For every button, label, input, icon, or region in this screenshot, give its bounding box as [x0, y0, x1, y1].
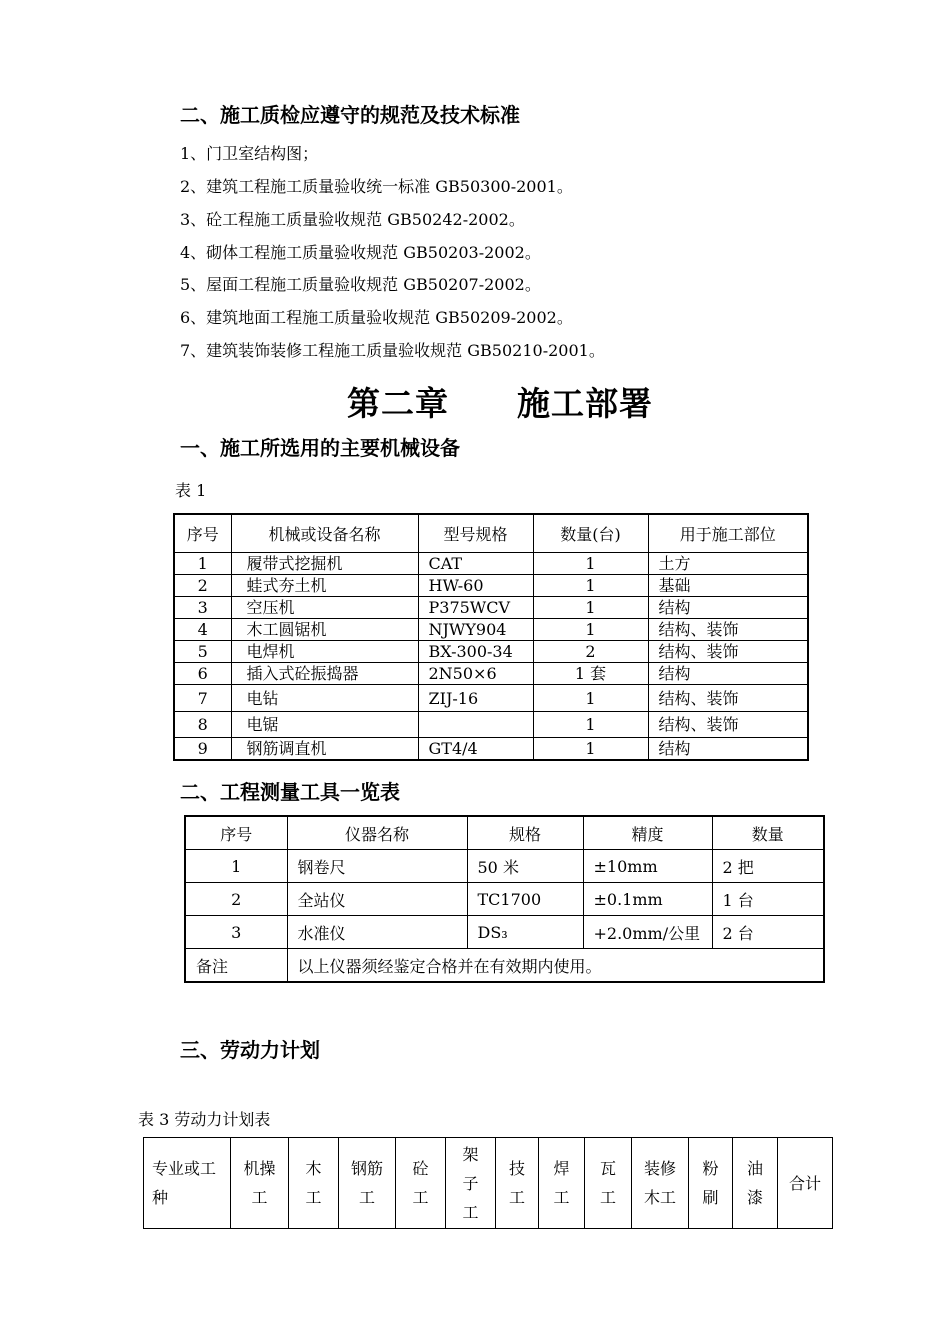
table-header-row [174, 514, 808, 553]
section-heading-survey: 二、工程测量工具一览表 [180, 780, 400, 804]
table-cell: HW-60 [418, 575, 533, 597]
header-cell-text: 焊工 [553, 1159, 570, 1207]
table-cell: 9 [174, 738, 231, 761]
table-cell: 1 [533, 597, 648, 619]
table-cell: 1 [185, 850, 287, 883]
table-cell: 2 [185, 883, 287, 916]
standards-item: 4、砌体工程施工质量验收规范 GB50203-2002。 [180, 243, 541, 262]
table-row [174, 619, 808, 641]
header-cell: 型号规格 [418, 514, 533, 553]
standards-item: 5、屋面工程施工质量验收规范 GB50207-2002。 [180, 275, 541, 294]
table-cell: 7 [174, 685, 231, 712]
header-cell [689, 1138, 733, 1229]
header-cell [632, 1138, 689, 1229]
table-cell: 1 台 [712, 883, 824, 916]
header-cell: 用于施工部位 [648, 514, 808, 553]
header-cell [231, 1138, 289, 1229]
header-cell [539, 1138, 585, 1229]
standards-item: 7、建筑装饰装修工程施工质量验收规范 GB50210-2001。 [180, 341, 605, 360]
header-cell-text: 专业或工种 [152, 1159, 217, 1207]
table-row [174, 738, 808, 761]
header-cell [733, 1138, 778, 1229]
table-cell: 结构 [648, 597, 808, 619]
table-row [174, 641, 808, 663]
table-cell: 3 [174, 597, 231, 619]
table-row [174, 685, 808, 712]
table-cell: GT4/4 [418, 738, 533, 761]
table-row [174, 597, 808, 619]
header-cell-text: 油漆 [746, 1159, 763, 1207]
table-label: 表 1 [175, 481, 207, 500]
table-cell: ZIJ-16 [418, 685, 533, 712]
table-cell: 1 [533, 685, 648, 712]
table-cell: 1 [533, 619, 648, 641]
table-cell: 结构、装饰 [648, 685, 808, 712]
standards-item: 6、建筑地面工程施工质量验收规范 GB50209-2002。 [180, 308, 573, 327]
table-cell: 钢卷尺 [287, 850, 467, 883]
table-cell: 1 [533, 738, 648, 761]
table-cell: 结构 [648, 663, 808, 685]
header-cell-text: 合计 [788, 1173, 821, 1193]
header-cell: 序号 [174, 514, 231, 553]
header-cell [446, 1138, 496, 1229]
table-cell: 电钻 [231, 685, 418, 712]
table-row [185, 916, 824, 949]
table-row [174, 663, 808, 685]
header-cell [585, 1138, 632, 1229]
standards-item: 3、砼工程施工质量验收规范 GB50242-2002。 [180, 210, 525, 229]
section-heading-labor: 三、劳动力计划 [180, 1038, 320, 1062]
table-cell: 8 [174, 712, 231, 738]
header-cell-text: 钢筋工 [350, 1159, 383, 1207]
table-cell [418, 712, 533, 738]
header-cell: 数量(台) [533, 514, 648, 553]
header-cell: 数量 [712, 816, 824, 850]
table-cell: 5 [174, 641, 231, 663]
table-cell: 50 米 [467, 850, 583, 883]
header-cell-text: 装修木工 [643, 1159, 676, 1207]
table-cell: 1 [174, 553, 231, 575]
header-cell-text: 木工 [305, 1159, 322, 1207]
table-cell: 土方 [648, 553, 808, 575]
header-cell: 规格 [467, 816, 583, 850]
machinery-table [173, 513, 809, 761]
table-row [185, 850, 824, 883]
labor-plan-table [143, 1137, 833, 1229]
table-cell: 钢筋调直机 [231, 738, 418, 761]
table-header-row [144, 1138, 833, 1229]
table-cell: 结构、装饰 [648, 619, 808, 641]
table-cell: NJWY904 [418, 619, 533, 641]
table-cell: 木工圆锯机 [231, 619, 418, 641]
header-cell: 精度 [583, 816, 712, 850]
table-row [174, 575, 808, 597]
header-cell [496, 1138, 539, 1229]
chapter-title: 第二章 施工部署 [347, 384, 653, 423]
table-row [174, 712, 808, 738]
header-cell [144, 1138, 231, 1229]
table-cell: CAT [418, 553, 533, 575]
header-cell-text: 技工 [508, 1159, 525, 1207]
table-note-row [185, 949, 824, 983]
table-cell: 3 [185, 916, 287, 949]
table-row [185, 883, 824, 916]
table-cell: 空压机 [231, 597, 418, 619]
table-cell: 水准仪 [287, 916, 467, 949]
table-cell: BX-300-34 [418, 641, 533, 663]
header-cell: 机械或设备名称 [231, 514, 418, 553]
section-heading-machinery: 一、施工所选用的主要机械设备 [180, 436, 460, 460]
table-cell: 1 [533, 712, 648, 738]
header-cell [778, 1138, 833, 1229]
table-row [174, 553, 808, 575]
table-cell: 2 把 [712, 850, 824, 883]
table-cell: TC1700 [467, 883, 583, 916]
header-cell-text: 砼工 [412, 1159, 429, 1207]
standards-item: 1、门卫室结构图； [180, 144, 319, 163]
table-cell: 电锯 [231, 712, 418, 738]
table-cell: 全站仪 [287, 883, 467, 916]
table-cell: 1 [533, 575, 648, 597]
table-cell: ±10mm [583, 850, 712, 883]
header-cell [396, 1138, 446, 1229]
table-cell: 插入式砼振捣器 [231, 663, 418, 685]
table-cell: 6 [174, 663, 231, 685]
table-cell: 基础 [648, 575, 808, 597]
table-cell: 履带式挖掘机 [231, 553, 418, 575]
standards-item: 2、建筑工程施工质量验收统一标准 GB50300-2001。 [180, 177, 573, 196]
table-cell: DS₃ [467, 916, 583, 949]
table-cell: 结构、装饰 [648, 712, 808, 738]
table-cell: 蛙式夯土机 [231, 575, 418, 597]
header-cell-text: 粉刷 [702, 1159, 719, 1207]
table-label: 表 3 劳动力计划表 [138, 1110, 271, 1129]
table-cell: 结构、装饰 [648, 641, 808, 663]
header-cell: 仪器名称 [287, 816, 467, 850]
header-cell-text: 机操工 [243, 1159, 276, 1207]
table-cell: 2 [174, 575, 231, 597]
table-cell: +2.0mm/公里 [583, 916, 712, 949]
table-cell: 1 套 [533, 663, 648, 685]
header-cell-text: 瓦工 [599, 1159, 616, 1207]
survey-tools-table [184, 815, 825, 983]
table-cell: 4 [174, 619, 231, 641]
table-cell: 2 [533, 641, 648, 663]
header-cell [289, 1138, 339, 1229]
note-text: 以上仪器须经鉴定合格并在有效期内使用。 [287, 949, 824, 983]
header-cell [339, 1138, 396, 1229]
table-cell: 1 [533, 553, 648, 575]
header-cell-text: 架子工 [462, 1144, 479, 1222]
table-cell: ±0.1mm [583, 883, 712, 916]
note-label: 备注 [185, 949, 287, 983]
table-cell: 2N50×6 [418, 663, 533, 685]
table-header-row [185, 816, 824, 850]
header-cell: 序号 [185, 816, 287, 850]
table-cell: 结构 [648, 738, 808, 761]
section-heading-standards: 二、施工质检应遵守的规范及技术标准 [180, 103, 520, 127]
table-cell: 2 台 [712, 916, 824, 949]
table-cell: P375WCV [418, 597, 533, 619]
table-cell: 电焊机 [231, 641, 418, 663]
